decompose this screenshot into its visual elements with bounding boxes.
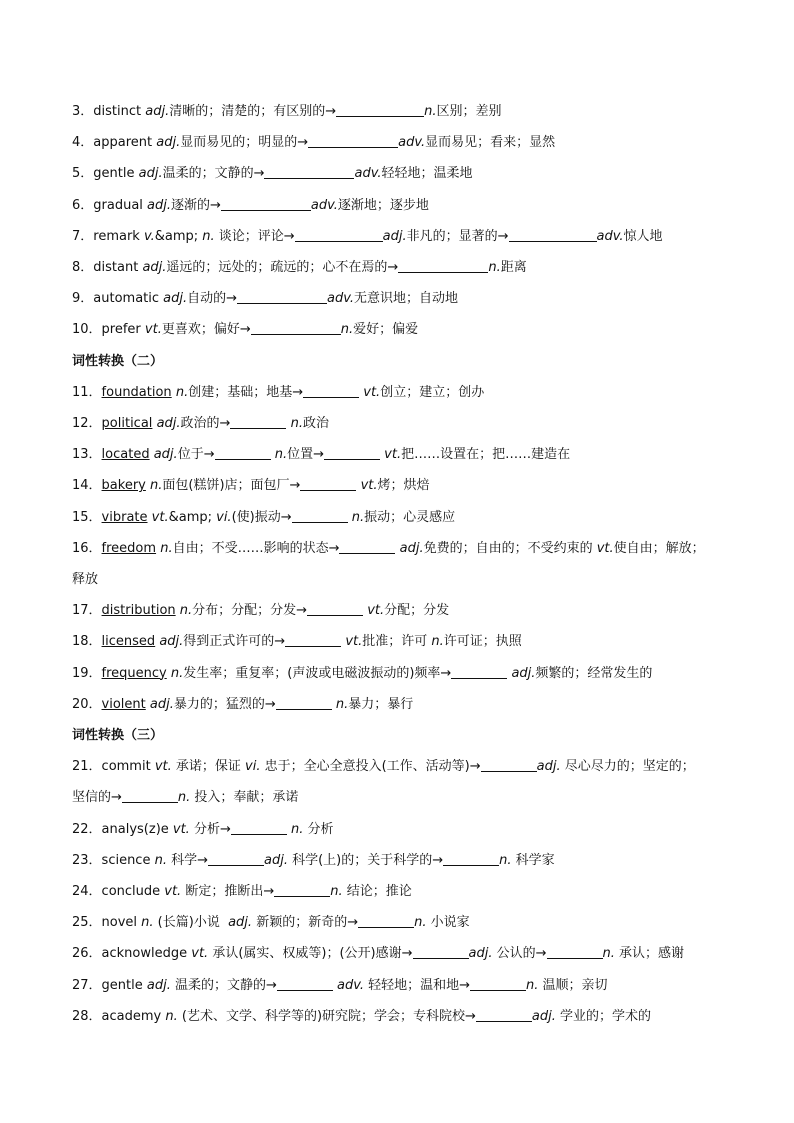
text-segment: 自动的→ — [187, 291, 238, 307]
part-of-speech: vt. — [363, 384, 381, 400]
part-of-speech: vt. — [384, 447, 402, 463]
exercise-line — [72, 756, 742, 778]
text-segment: 5．gentle — [72, 166, 139, 182]
vocab-word: freedom — [101, 540, 157, 556]
text-segment: 分析 — [303, 821, 334, 837]
text-segment: 位置→ — [287, 447, 325, 463]
text-segment: 22．analys(z)e — [72, 821, 173, 837]
part-of-speech: n. — [290, 416, 303, 431]
part-of-speech: adv. — [354, 166, 382, 182]
text-segment: 把……设置在；把……建造在 — [401, 447, 571, 463]
part-of-speech: vt. — [191, 946, 209, 962]
text-segment: 4．apparent — [72, 135, 157, 151]
text-segment: 26．acknowledge — [72, 946, 192, 962]
answer-blank — [324, 445, 380, 460]
text-segment: 面包(糕饼)店；面包厂→ — [162, 478, 301, 494]
answer-blank — [307, 601, 363, 616]
part-of-speech: adv. — [327, 291, 355, 307]
section-heading — [72, 725, 742, 747]
text-segment: 遥远的；远处的；疏远的；心不在焉的→ — [166, 260, 399, 275]
text-segment: 投入；奉献；承诺 — [190, 790, 299, 806]
text-segment: 13． — [72, 447, 102, 463]
text-segment: 24．conclude — [72, 884, 165, 899]
answer-blank — [336, 102, 424, 117]
part-of-speech: n. — [330, 884, 343, 899]
text-segment: 12． — [72, 416, 102, 431]
text-segment: (使)振动→ — [231, 509, 292, 525]
text-segment: 分析→ — [189, 821, 231, 837]
text-segment: 10．prefer — [72, 322, 145, 338]
text-segment: (艺术、文学、科学等的)研究院；学会；专科院校→ — [177, 1008, 476, 1024]
part-of-speech: vt. — [367, 603, 385, 619]
vocab-word: bakery — [101, 478, 146, 494]
exercise-line — [72, 912, 742, 934]
text-segment: 科学→ — [166, 852, 208, 868]
answer-blank — [221, 196, 311, 211]
text-segment: 9．automatic — [72, 291, 164, 307]
answer-blank — [251, 320, 341, 335]
exercise-line — [72, 163, 742, 185]
text-segment: 15． — [72, 509, 102, 525]
part-of-speech: vt. — [345, 634, 363, 650]
section-heading — [72, 351, 742, 373]
text-segment: 自由；不受……影响的状态→ — [172, 540, 340, 556]
exercise-line — [72, 319, 742, 341]
part-of-speech: vt. — [144, 322, 162, 338]
answer-blank — [292, 508, 348, 523]
vocab-word: frequency — [101, 665, 167, 681]
text-segment: 轻轻地；温和地→ — [364, 977, 471, 993]
line-continuation — [72, 787, 742, 809]
text-segment: 7．remark — [72, 228, 144, 244]
text-segment: 科学家 — [511, 852, 555, 868]
text-segment: 19． — [72, 665, 102, 681]
text-segment: 科学(上)的；关于科学的→ — [287, 852, 444, 868]
text-segment: &amp; — [168, 509, 217, 525]
part-of-speech: n. — [274, 447, 288, 463]
answer-blank — [303, 383, 359, 398]
text-segment: 21．commit — [72, 759, 155, 775]
exercise-line — [72, 538, 742, 560]
part-of-speech: adv. — [310, 197, 338, 213]
answer-blank — [295, 227, 383, 242]
part-of-speech: vi. — [216, 509, 232, 525]
text-segment: 使自由；解放； — [613, 540, 705, 556]
exercise-line — [72, 475, 742, 497]
part-of-speech: n. — [340, 322, 354, 338]
text-segment: 16． — [72, 540, 102, 556]
text-segment: 承认(属实、权威等)；(公开)感谢→ — [208, 946, 413, 962]
part-of-speech: n. — [160, 540, 173, 556]
text-segment: 新颖的；新奇的→ — [252, 915, 359, 931]
vocab-word: foundation — [101, 384, 172, 400]
text-segment: 承诺；保证 — [171, 759, 246, 775]
text-segment: 显而易见；看来；显然 — [425, 135, 556, 151]
answer-blank — [277, 976, 333, 991]
text-segment: 25．novel — [72, 915, 142, 931]
exercise-line — [72, 850, 742, 872]
text-segment: 18． — [72, 634, 102, 650]
part-of-speech: n. — [202, 228, 215, 244]
text-segment: 释放 — [72, 572, 99, 587]
text-segment: 区别；差别 — [436, 104, 502, 119]
answer-blank — [285, 632, 341, 647]
text-segment: 创立；建立；创办 — [380, 384, 485, 400]
vocab-word: licensed — [101, 634, 156, 650]
part-of-speech: n. — [335, 696, 349, 712]
part-of-speech: adj. — [228, 915, 253, 931]
exercise-line — [72, 631, 742, 653]
answer-blank — [481, 757, 537, 772]
text-segment: 无意识地；自动地 — [354, 291, 459, 307]
answer-blank — [547, 944, 603, 959]
part-of-speech: adv. — [337, 977, 364, 993]
answer-blank — [300, 476, 356, 491]
text-segment: 3．distinct — [72, 104, 146, 119]
part-of-speech: adj. — [138, 166, 163, 182]
text-segment: 公认的→ — [492, 946, 547, 962]
exercise-line — [72, 881, 742, 903]
answer-blank — [509, 227, 597, 242]
text-segment: 创建；基础；地基→ — [188, 384, 304, 400]
text-segment: 爱好；偏爱 — [353, 322, 419, 338]
part-of-speech: adj. — [531, 1008, 556, 1024]
part-of-speech: vt. — [360, 478, 378, 494]
answer-blank — [476, 1007, 532, 1022]
part-of-speech: n. — [165, 1008, 178, 1024]
part-of-speech: n. — [351, 509, 365, 525]
part-of-speech: adj. — [468, 946, 493, 962]
exercise-line — [72, 444, 742, 466]
part-of-speech: vi. — [245, 759, 261, 775]
part-of-speech: adj. — [149, 696, 174, 712]
answer-blank — [122, 788, 178, 803]
part-of-speech: n. — [154, 852, 167, 868]
part-of-speech: adj. — [159, 634, 184, 650]
text-segment: 27．gentle — [72, 977, 147, 993]
answer-blank — [398, 258, 488, 273]
text-segment: 暴力；暴行 — [348, 696, 414, 712]
text-segment: 清晰的；清楚的；有区别的→ — [169, 104, 337, 119]
answer-blank — [237, 289, 327, 304]
text-segment: 非凡的；显著的→ — [406, 228, 509, 244]
answer-blank — [208, 851, 264, 866]
part-of-speech: adj. — [511, 665, 536, 681]
exercise-line — [72, 975, 742, 997]
part-of-speech: adj. — [145, 104, 170, 119]
part-of-speech: adj. — [382, 228, 407, 244]
text-segment: 更喜欢；偏好→ — [161, 322, 251, 338]
text-segment: 28．academy — [72, 1008, 166, 1024]
text-segment: 逐渐的→ — [171, 197, 221, 213]
part-of-speech: n. — [177, 790, 191, 806]
text-segment: 发生率；重复率；(声波或电磁波振动的)频率→ — [183, 665, 452, 681]
part-of-speech: adj. — [153, 447, 178, 463]
exercise-line — [72, 663, 742, 685]
part-of-speech: vt. — [164, 884, 182, 899]
text-segment: 温柔的；文静的→ — [170, 977, 277, 993]
part-of-speech: n. — [150, 478, 163, 494]
answer-blank — [451, 664, 507, 679]
answer-blank — [308, 133, 398, 148]
text-segment: 结论；推论 — [342, 884, 412, 899]
exercise-line — [72, 507, 742, 529]
part-of-speech: n. — [175, 384, 189, 400]
part-of-speech: n. — [602, 946, 615, 962]
exercise-line — [72, 226, 742, 248]
exercise-line — [72, 132, 742, 154]
text-segment: 温柔的；文静的→ — [162, 166, 265, 182]
text-segment: 振动；心灵感应 — [364, 509, 456, 525]
part-of-speech: n. — [179, 603, 193, 619]
part-of-speech: adj. — [399, 540, 424, 556]
text-segment: 17． — [72, 603, 102, 619]
answer-blank — [230, 414, 286, 429]
text-segment: 位于→ — [177, 447, 215, 463]
answer-blank — [215, 445, 271, 460]
part-of-speech: n. — [141, 915, 154, 931]
text-segment: 轻轻地；温柔地 — [381, 166, 473, 182]
vocab-word: violent — [101, 696, 146, 712]
part-of-speech: adj. — [156, 416, 181, 431]
text-segment: 23．science — [72, 852, 155, 868]
text-segment: 政治 — [302, 416, 329, 431]
part-of-speech: vt. — [172, 821, 190, 837]
part-of-speech: n. — [488, 260, 501, 275]
part-of-speech: n. — [499, 852, 512, 868]
text-segment: 逐渐地；逐步地 — [337, 197, 429, 213]
vocab-word: vibrate — [101, 509, 148, 525]
line-continuation — [72, 569, 742, 591]
part-of-speech: adj. — [536, 759, 561, 775]
exercise-line — [72, 600, 742, 622]
text-segment: 距离 — [500, 260, 527, 275]
text-segment: 烤；烘焙 — [377, 478, 430, 494]
text-segment: 8．distant — [72, 260, 143, 275]
text-segment: 词性转换（三） — [72, 728, 164, 743]
part-of-speech: adj. — [146, 977, 171, 993]
vocab-word: located — [101, 447, 150, 463]
answer-blank — [470, 976, 526, 991]
answer-blank — [231, 820, 287, 835]
text-segment: 小说家 — [426, 915, 470, 931]
part-of-speech: vt. — [151, 509, 169, 525]
text-segment: 分布；分配；分发→ — [192, 603, 308, 619]
vocab-word: distribution — [101, 603, 176, 619]
text-segment: 许可证；执照 — [443, 634, 522, 650]
exercise-line — [72, 413, 742, 435]
answer-blank — [264, 164, 354, 179]
exercise-line — [72, 943, 742, 965]
text-segment: 断定；推断出→ — [181, 884, 275, 899]
vocab-word: political — [101, 416, 153, 431]
exercise-line — [72, 694, 742, 716]
part-of-speech: adj. — [156, 135, 181, 151]
part-of-speech: n. — [526, 977, 539, 993]
text-segment: 谈论；评论→ — [214, 228, 295, 244]
text-segment: 坚信的→ — [72, 790, 122, 806]
part-of-speech: vt. — [154, 759, 172, 775]
text-segment: 频繁的；经常发生的 — [535, 665, 653, 681]
text-segment: 政治的→ — [180, 416, 231, 431]
text-segment: 暴力的；猛烈的→ — [173, 696, 276, 712]
part-of-speech: n. — [170, 665, 184, 681]
text-segment: 温顺；亲切 — [538, 977, 608, 993]
part-of-speech: v. — [143, 228, 155, 244]
exercise-line — [72, 195, 742, 217]
part-of-speech: adj. — [264, 852, 288, 868]
text-segment: 学业的；学术的 — [555, 1008, 652, 1024]
part-of-speech: n. — [431, 634, 444, 650]
text-segment: (长篇)小说 — [153, 915, 229, 931]
answer-blank — [274, 882, 330, 897]
text-segment: 14． — [72, 478, 102, 494]
text-segment: 尽心尽力的；坚定的； — [560, 759, 695, 775]
exercise-line — [72, 257, 742, 279]
part-of-speech: n. — [291, 821, 304, 837]
part-of-speech: adj. — [147, 197, 172, 213]
text-segment: 显而易见的；明显的→ — [180, 135, 309, 151]
text-segment: 惊人地 — [623, 228, 663, 244]
part-of-speech: adv. — [398, 135, 426, 151]
answer-blank — [339, 539, 395, 554]
part-of-speech: n. — [424, 104, 437, 119]
text-segment: 忠于；全心全意投入(工作、活动等)→ — [260, 759, 481, 775]
text-segment: 承认；感谢 — [614, 946, 685, 962]
exercise-line — [72, 382, 742, 404]
answer-blank — [358, 913, 414, 928]
part-of-speech: adj. — [163, 291, 188, 307]
part-of-speech: n. — [414, 915, 427, 931]
text-segment: 免费的；自由的；不受约束的 — [423, 540, 597, 556]
part-of-speech: adj. — [142, 260, 167, 275]
text-segment: 6．gradual — [72, 197, 148, 213]
part-of-speech: adv. — [596, 228, 624, 244]
answer-blank — [413, 944, 469, 959]
text-segment: 11． — [72, 384, 102, 400]
text-segment: 分配；分发 — [384, 603, 450, 619]
text-segment: 批准；许可 — [362, 634, 432, 650]
part-of-speech: vt. — [596, 540, 614, 556]
text-segment: 词性转换（二） — [72, 353, 164, 369]
answer-blank — [276, 695, 332, 710]
exercise-line — [72, 819, 742, 841]
answer-blank — [443, 851, 499, 866]
exercise-line — [72, 101, 742, 123]
text-segment: 得到正式许可的→ — [183, 634, 286, 650]
exercise-line — [72, 288, 742, 310]
exercise-line — [72, 1006, 742, 1028]
text-segment: 20． — [72, 696, 102, 712]
text-segment: &amp; — [154, 228, 203, 244]
